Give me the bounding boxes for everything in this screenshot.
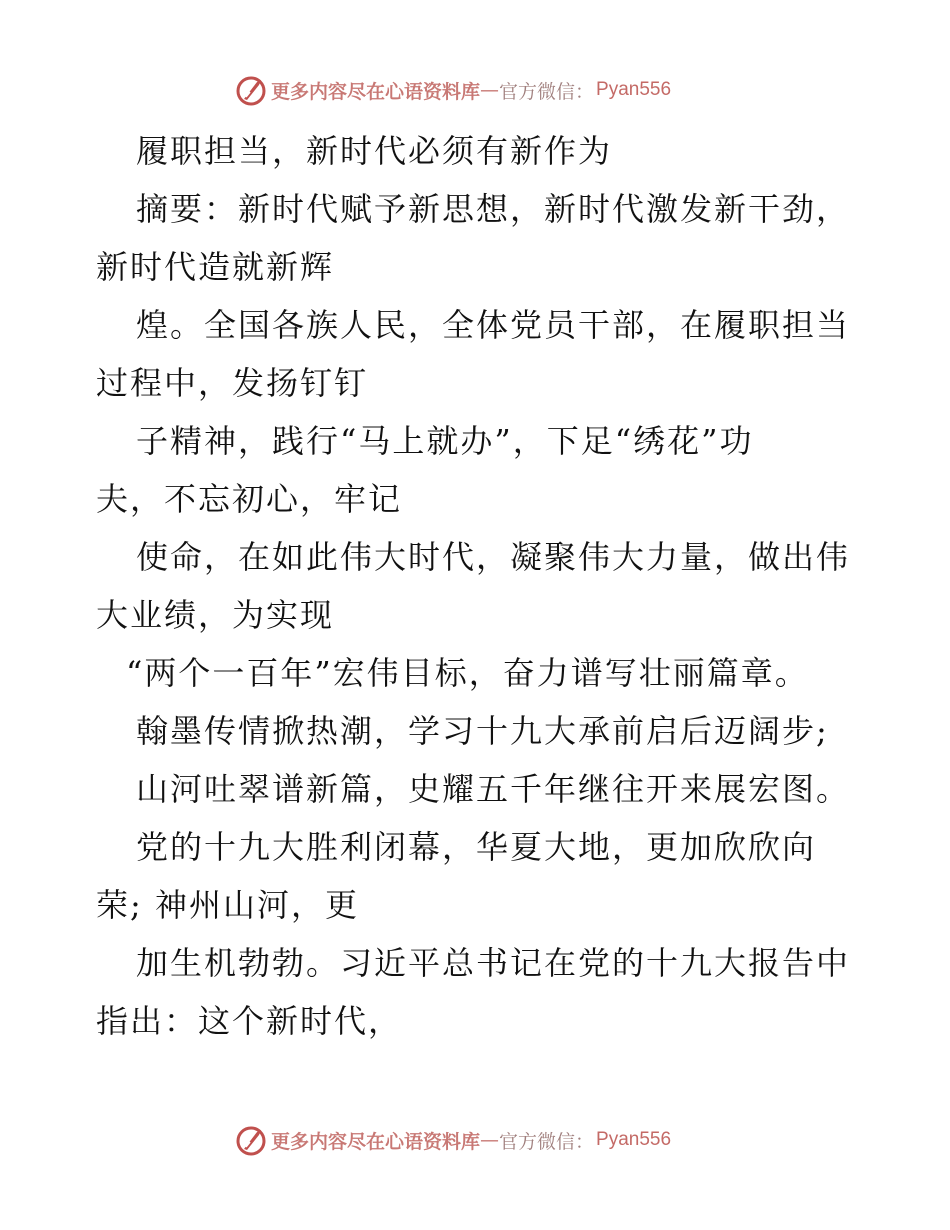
document-body bbox=[96, 122, 866, 1050]
paragraph-line: 煌。全国各族人民，全体党员干部，在履职担当 bbox=[136, 306, 851, 344]
paragraph-line: “两个一百年”宏伟目标，奋力谱写壮丽篇章。 bbox=[126, 654, 809, 692]
feather-pen-logo-icon bbox=[235, 74, 267, 106]
paragraph-line: 加生机勃勃。习近平总书记在党的十九大报告中 bbox=[136, 944, 851, 982]
watermark-wechat-id: Pyan556 bbox=[596, 1129, 672, 1150]
paragraph-line: 荣; 神州山河，更 bbox=[96, 886, 359, 924]
paragraph-line: 山河吐翠谱新篇，史耀五千年继往开来展宏图。 bbox=[136, 770, 851, 808]
watermark-dash: — bbox=[480, 79, 500, 101]
watermark-wechat-id: Pyan556 bbox=[596, 79, 672, 100]
watermark-site-text: 更多内容尽在心语资料库 bbox=[271, 1130, 481, 1153]
header-watermark bbox=[235, 72, 755, 108]
paragraph-line: 子精神，践行“马上就办”，下足“绣花”功 bbox=[136, 422, 754, 460]
watermark-site-text: 更多内容尽在心语资料库 bbox=[271, 80, 481, 103]
paragraph-line: 过程中，发扬钉钉 bbox=[96, 364, 369, 402]
paragraph-line: 夫，不忘初心，牢记 bbox=[96, 480, 403, 518]
paragraph-line: 摘要：新时代赋予新思想，新时代激发新干劲， bbox=[136, 190, 851, 228]
footer-watermark bbox=[235, 1122, 755, 1158]
paragraph-line: 翰墨传情掀热潮，学习十九大承前启后迈阔步; bbox=[136, 712, 829, 750]
paragraph-line: 使命，在如此伟大时代，凝聚伟大力量，做出伟 bbox=[136, 538, 851, 576]
feather-pen-logo-icon bbox=[235, 1124, 267, 1156]
watermark-official-text: 官方微信： bbox=[499, 1130, 595, 1153]
document-title: 履职担当，新时代必须有新作为 bbox=[136, 132, 613, 170]
paragraph-line: 党的十九大胜利闭幕，华夏大地，更加欣欣向 bbox=[136, 828, 817, 866]
watermark-official-text: 官方微信： bbox=[499, 80, 595, 103]
paragraph-line: 大业绩，为实现 bbox=[96, 596, 335, 634]
watermark-dash: — bbox=[480, 1129, 500, 1151]
paragraph-line: 指出：这个新时代， bbox=[96, 1002, 403, 1040]
paragraph-line: 新时代造就新辉 bbox=[96, 248, 335, 286]
